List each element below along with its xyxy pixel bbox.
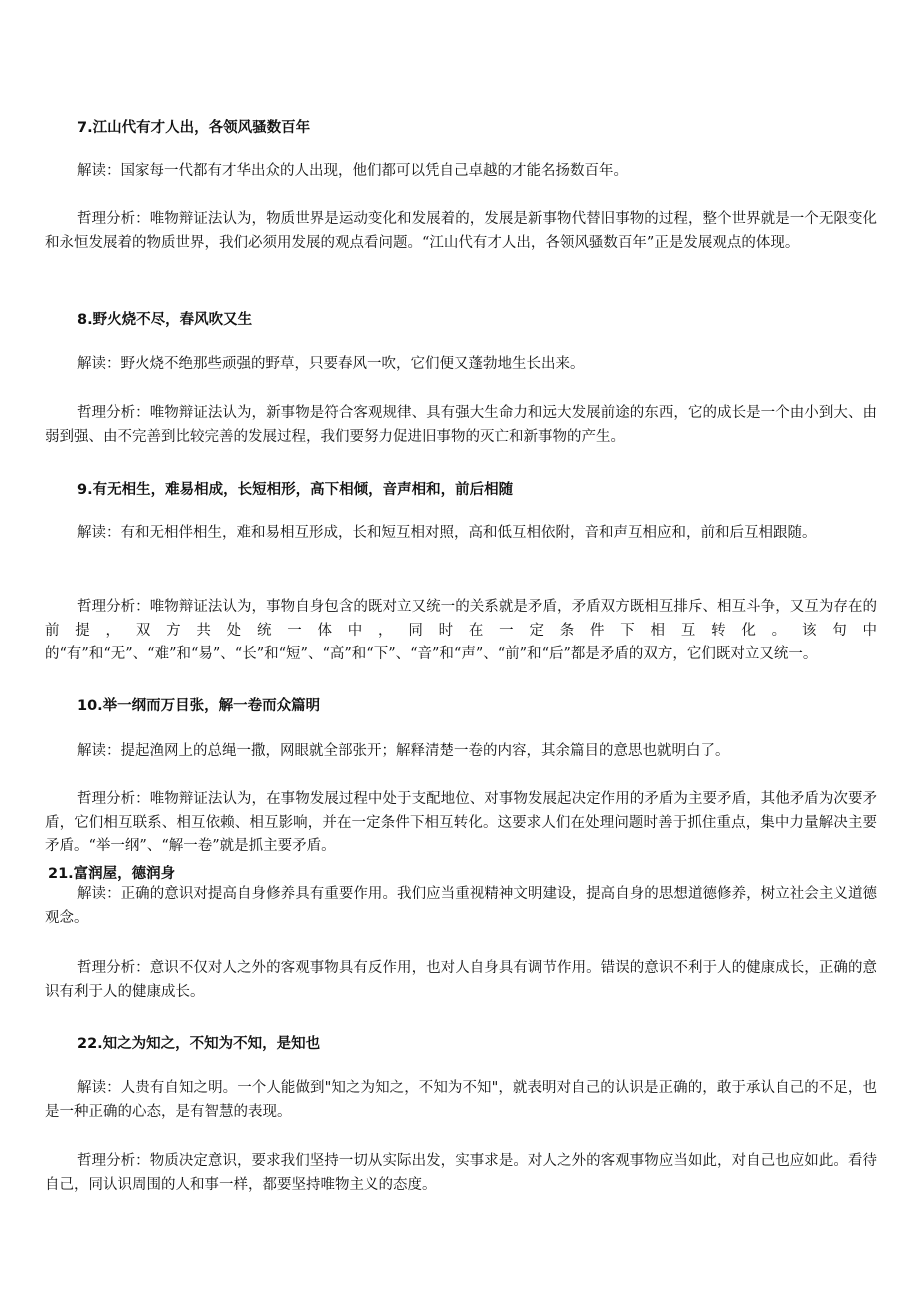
section-heading: 9.有无相生，难易相成，长短相形，高下相倾，音声相和，前后相随 xyxy=(77,482,514,498)
interpretation-paragraph: 解读：正确的意识对提高自身修养具有重要作用。我们应当重视精神文明建设，提高自身的思想道德修养，树立社会主义道德观念。 xyxy=(45,886,877,926)
section-heading: 7.江山代有才人出，各领风骚数百年 xyxy=(77,120,311,136)
interpretation-paragraph: 解读：人贵有自知之明。一个人能做到"知之为知之，不知为不知"，就表明对自己的认识是正确的，敢于承认自己的不足，也是一种正确的心态，是有智慧的表现。 xyxy=(45,1080,877,1120)
section-heading: 8.野火烧不尽，春风吹又生 xyxy=(77,312,253,328)
analysis-paragraph: 哲理分析：唯物辩证法认为，在事物发展过程中处于支配地位、对事物发展起决定作用的矛盾为主要矛盾，其他矛盾为次要矛盾，它们相互联系、相互依赖、相互影响，并在一定条件下相互转化。这要求人们在处理问题时善于抓住重点，集中力量解决主要矛盾。“举一纲”、“解一卷”就是抓主要矛盾。 xyxy=(45,791,877,854)
analysis-paragraph: 哲理分析：物质决定意识，要求我们坚持一切从实际出发，实事求是。对人之外的客观事物应当如此，对自己也应如此。看待自己，同认识周围的人和事一样，都要坚持唯物主义的态度。 xyxy=(45,1153,877,1193)
interpretation-paragraph: 解读：国家每一代都有才华出众的人出现，他们都可以凭自己卓越的才能名扬数百年。 xyxy=(77,163,628,179)
interpretation-paragraph: 解读：提起渔网上的总绳一撒，网眼就全部张开；解释清楚一卷的内容，其余篇目的意思也就明白了。 xyxy=(77,743,730,759)
analysis-paragraph: 哲理分析：唯物辩证法认为，事物自身包含的既对立又统一的关系就是矛盾，矛盾双方既相互排斥、相互斗争，又互为存在的前提，双方共处统一体中，同时在一定条件下相互转化。该句中的“有”和“无”、“难”和“易”、“长”和“短”、“高”和“下”、“音”和“声”、“前”和“后”都是矛盾的双方，它们既对立又统一。 xyxy=(45,599,877,662)
interpretation-paragraph: 解读：野火烧不绝那些顽强的野草，只要春风一吹，它们便又蓬勃地生长出来。 xyxy=(77,356,585,372)
analysis-paragraph: 哲理分析：唯物辩证法认为，新事物是符合客观规律、具有强大生命力和远大发展前途的东西，它的成长是一个由小到大、由弱到强、由不完善到比较完善的发展过程，我们要努力促进旧事物的灭亡和新事物的产生。 xyxy=(45,405,877,445)
analysis-paragraph: 哲理分析：唯物辩证法认为，物质世界是运动变化和发展着的，发展是新事物代替旧事物的过程，整个世界就是一个无限变化和永恒发展着的物质世界，我们必须用发展的观点看问题。“江山代有才人出，各领风骚数百年”正是发展观点的体现。 xyxy=(45,211,877,251)
interpretation-paragraph: 解读：有和无相伴相生，难和易相互形成，长和短互相对照，高和低互相依附，音和声互相应和，前和后互相跟随。 xyxy=(77,525,817,541)
section-heading: 10.举一纲而万目张，解一卷而众篇明 xyxy=(77,698,321,714)
analysis-paragraph: 哲理分析：意识不仅对人之外的客观事物具有反作用，也对人自身具有调节作用。错误的意识不利于人的健康成长，正确的意识有利于人的健康成长。 xyxy=(45,960,877,1000)
section-heading: 21.富润屋，德润身 xyxy=(48,866,176,882)
section-heading: 22.知之为知之，不知为不知，是知也 xyxy=(77,1036,321,1052)
